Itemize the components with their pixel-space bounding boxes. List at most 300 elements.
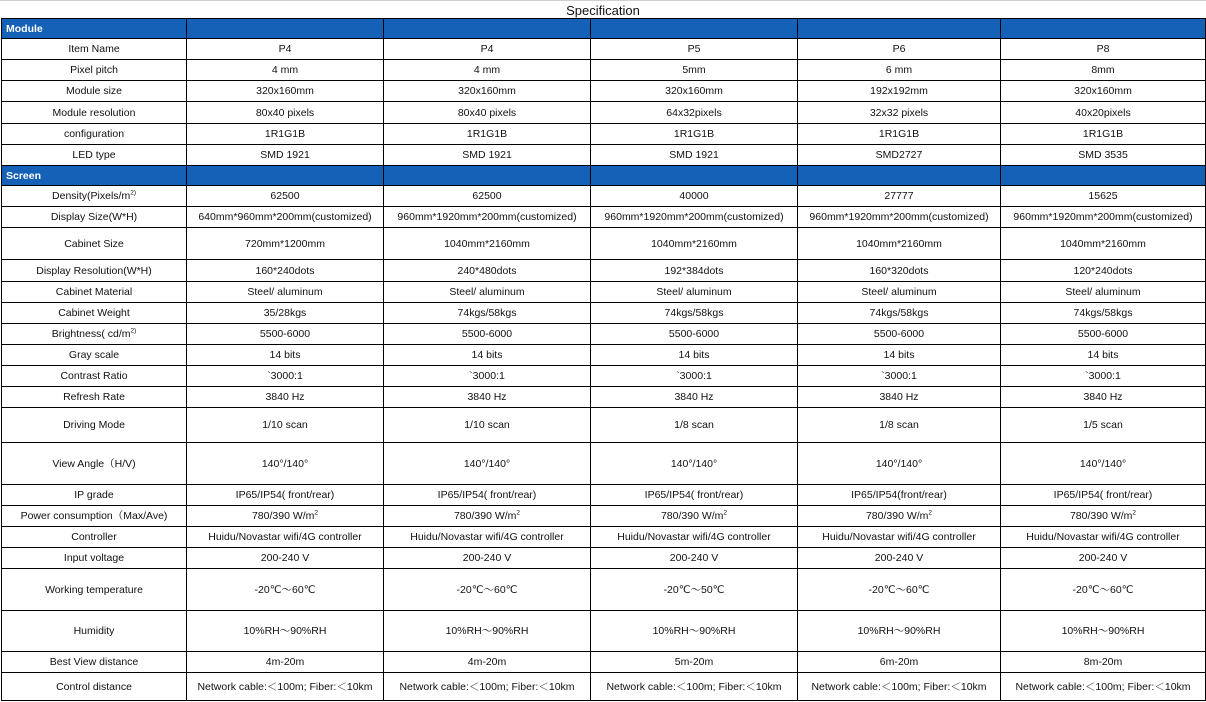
value-cell (384, 408, 591, 443)
value-cell (591, 408, 798, 443)
value-cell (1001, 207, 1206, 228)
value-text: 780/390 W/m (660, 510, 724, 522)
screen-row (2, 228, 1206, 260)
value-cell (384, 124, 591, 145)
value-text: 14 bits (1087, 349, 1119, 361)
row-label (2, 39, 187, 60)
value-text: 320x160mm (665, 85, 723, 97)
value-cell (591, 527, 798, 548)
value-cell (384, 186, 591, 207)
value-text: 4 mm (473, 64, 501, 76)
value-cell (591, 186, 798, 207)
value-text: 320x160mm (256, 85, 314, 97)
value-cell (591, 145, 798, 166)
value-text: P8 (1096, 43, 1110, 55)
value-text: -20℃～50℃ (663, 583, 725, 596)
value-cell (591, 548, 798, 569)
value-cell (798, 345, 1001, 366)
value-text: 192x192mm (870, 85, 928, 97)
section-header-module-label: Module (2, 19, 187, 39)
row-label-text: Controller (71, 531, 117, 543)
value-cell (591, 60, 798, 81)
value-text: 6m-20m (879, 656, 919, 668)
value-cell (591, 324, 798, 345)
value-text: SMD2727 (875, 149, 923, 161)
value-text: 1040mm*2160mm (651, 237, 737, 250)
value-cell (1001, 260, 1206, 282)
value-text: 8m-20m (1083, 656, 1123, 668)
row-label (2, 527, 187, 548)
value-text: 35/28kgs (263, 307, 307, 319)
screen-row (2, 387, 1206, 408)
value-cell (384, 569, 591, 611)
value-text: IP65/IP54( front/rear) (437, 489, 537, 501)
row-label (2, 124, 187, 145)
value-cell (798, 548, 1001, 569)
row-label (2, 81, 187, 102)
value-text: SMD 3535 (1078, 149, 1128, 161)
value-text: 6 mm (885, 64, 913, 76)
value-cell (798, 673, 1001, 701)
value-cell (187, 366, 384, 387)
value-text: 14 bits (471, 349, 503, 361)
value-cell (187, 81, 384, 102)
value-cell (384, 81, 591, 102)
value-cell (384, 611, 591, 652)
row-label (2, 207, 187, 228)
row-label-text: Cabinet Size (64, 237, 124, 250)
value-cell (384, 673, 591, 701)
row-label-text: Best View distance (49, 656, 139, 668)
value-cell (187, 282, 384, 303)
value-cell (1001, 569, 1206, 611)
value-cell (798, 39, 1001, 60)
screen-row (2, 345, 1206, 366)
screen-row (2, 186, 1206, 207)
row-label (2, 366, 187, 387)
value-cell (591, 303, 798, 324)
value-cell (1001, 324, 1206, 345)
value-cell (1001, 345, 1206, 366)
value-text: 3840 Hz (467, 391, 507, 403)
value-text: 1/8 scan (879, 419, 919, 431)
row-label-superscript: 2) (130, 327, 137, 335)
value-text: 32x32 pixels (869, 106, 929, 119)
value-text: 160*240dots (255, 264, 315, 277)
value-text: 1040mm*2160mm (444, 237, 530, 250)
row-label (2, 652, 187, 673)
sheet-title: Specification (0, 0, 1206, 18)
value-text: 200-240 V (462, 552, 512, 564)
row-label (2, 260, 187, 282)
value-cell (591, 443, 798, 485)
value-cell (591, 124, 798, 145)
value-text: 5500-6000 (668, 328, 720, 340)
value-text: 1/10 scan (464, 419, 510, 431)
value-cell (1001, 485, 1206, 506)
section-header-screen-fill (187, 166, 384, 186)
section-header-screen-fill (1001, 166, 1206, 186)
value-cell (384, 303, 591, 324)
value-cell (1001, 145, 1206, 166)
value-text: 4 mm (271, 64, 299, 76)
value-text: 27777 (884, 190, 914, 202)
value-text: 140°/140° (261, 457, 309, 470)
value-text: 140°/140° (1079, 457, 1127, 470)
value-text: Steel/ aluminum (656, 286, 732, 298)
screen-row (2, 443, 1206, 485)
value-cell (1001, 303, 1206, 324)
value-cell (187, 102, 384, 124)
value-cell (384, 260, 591, 282)
value-text: Huidu/Novastar wifi/4G controller (617, 531, 771, 543)
value-cell (1001, 228, 1206, 260)
value-text: 14 bits (678, 349, 710, 361)
value-cell (591, 673, 798, 701)
value-text: 5500-6000 (259, 328, 311, 340)
value-text: Network cable:＜100m; Fiber:＜10km (1015, 680, 1191, 693)
row-label (2, 345, 187, 366)
section-header-module-fill (187, 19, 384, 39)
value-cell (591, 387, 798, 408)
value-text: 62500 (472, 190, 502, 202)
row-label (2, 282, 187, 303)
row-label-text: IP grade (74, 489, 114, 501)
value-text: 5m-20m (674, 656, 714, 668)
value-cell (798, 260, 1001, 282)
row-label-text: configuration (63, 128, 125, 140)
value-cell (591, 506, 798, 527)
row-label-superscript: 2) (130, 189, 136, 197)
value-cell (798, 186, 1001, 207)
value-cell (798, 303, 1001, 324)
value-text: 3840 Hz (674, 391, 714, 403)
value-text: 40x20pixels (1075, 106, 1131, 119)
value-text: 960mm*1920mm*200mm(customized) (604, 211, 784, 223)
value-text: 320x160mm (458, 85, 516, 97)
value-text: -20℃～60℃ (1072, 583, 1134, 596)
screen-row (2, 506, 1206, 527)
value-cell (1001, 387, 1206, 408)
value-cell (1001, 527, 1206, 548)
value-text: 120*240dots (1073, 264, 1133, 277)
value-text: 62500 (270, 190, 300, 202)
value-cell (187, 39, 384, 60)
value-text: SMD 1921 (669, 149, 719, 161)
row-label-text: Control distance (56, 680, 132, 693)
row-label (2, 443, 187, 485)
value-cell (1001, 408, 1206, 443)
value-text: -20℃～60℃ (456, 583, 518, 596)
value-text: IP65/IP54(front/rear) (851, 489, 947, 501)
value-cell (384, 485, 591, 506)
value-text: 1R1G1B (466, 128, 508, 140)
value-text: Steel/ aluminum (1065, 286, 1141, 298)
value-cell (798, 569, 1001, 611)
screen-row (2, 408, 1206, 443)
value-text: 1R1G1B (1082, 128, 1124, 140)
value-text: 780/390 W/m (865, 510, 929, 522)
value-cell (384, 366, 591, 387)
row-label-text: Input voltage (63, 552, 125, 564)
value-cell (187, 387, 384, 408)
value-text: 1040mm*2160mm (1060, 237, 1146, 250)
screen-row (2, 207, 1206, 228)
value-cell (187, 145, 384, 166)
value-cell (591, 611, 798, 652)
value-cell (1001, 443, 1206, 485)
value-cell (798, 228, 1001, 260)
value-cell (798, 282, 1001, 303)
value-text: Steel/ aluminum (247, 286, 323, 298)
value-cell (187, 611, 384, 652)
row-label-text: Humidity (73, 625, 115, 637)
value-text: Network cable:＜100m; Fiber:＜10km (399, 680, 575, 693)
value-cell (798, 81, 1001, 102)
value-text: 40000 (679, 190, 709, 202)
value-text: 10%RH～90%RH (652, 625, 736, 637)
value-cell (384, 652, 591, 673)
value-text: 5500-6000 (461, 328, 513, 340)
value-cell (798, 124, 1001, 145)
value-text: 74kgs/58kgs (457, 307, 517, 319)
value-cell (1001, 102, 1206, 124)
value-cell (384, 282, 591, 303)
value-text: `3000:1 (1085, 370, 1121, 382)
value-text: 14 bits (883, 349, 915, 361)
row-label-text: Gray scale (68, 349, 120, 361)
value-cell (591, 102, 798, 124)
value-text: 960mm*1920mm*200mm(customized) (809, 211, 989, 223)
screen-row (2, 673, 1206, 701)
row-label (2, 548, 187, 569)
row-label-text: Cabinet Weight (58, 307, 130, 319)
value-cell (798, 443, 1001, 485)
module-row (2, 81, 1206, 102)
value-superscript: 2 (516, 509, 521, 517)
value-text: 140°/140° (875, 457, 923, 470)
value-text: Huidu/Novastar wifi/4G controller (822, 531, 976, 543)
value-text: 140°/140° (670, 457, 718, 470)
value-superscript: 2 (928, 509, 933, 517)
value-cell (187, 260, 384, 282)
value-cell (384, 548, 591, 569)
section-header-screen-fill (591, 166, 798, 186)
value-text: 5500-6000 (1077, 328, 1129, 340)
value-superscript: 2 (723, 509, 728, 517)
value-cell (187, 527, 384, 548)
value-cell (187, 303, 384, 324)
row-label-text: Density(Pixels/m (52, 190, 131, 202)
value-text: 15625 (1088, 190, 1118, 202)
value-text: Network cable:＜100m; Fiber:＜10km (606, 680, 782, 693)
value-text: 4m-20m (265, 656, 305, 668)
value-text: 64x32pixels (666, 106, 722, 119)
row-label-text: Display Size(W*H) (50, 211, 138, 223)
value-text: 74kgs/58kgs (664, 307, 724, 319)
row-label-text: LED type (72, 149, 116, 161)
row-label (2, 303, 187, 324)
value-text: 74kgs/58kgs (1073, 307, 1133, 319)
row-label-text: Working temperature (45, 583, 143, 596)
value-text: Network cable:＜100m; Fiber:＜10km (197, 680, 373, 693)
value-text: P5 (687, 43, 701, 55)
value-superscript: 2 (314, 509, 319, 517)
row-label (2, 387, 187, 408)
row-label-text: Refresh Rate (63, 391, 125, 403)
value-text: 10%RH～90%RH (243, 625, 327, 637)
section-header-module-fill (1001, 19, 1206, 39)
value-text: `3000:1 (267, 370, 303, 382)
value-cell (187, 345, 384, 366)
value-cell (798, 102, 1001, 124)
row-label (2, 228, 187, 260)
value-cell (384, 345, 591, 366)
value-cell (187, 506, 384, 527)
row-label (2, 324, 187, 345)
screen-row (2, 282, 1206, 303)
row-label-text: Brightness( cd/m (51, 328, 131, 340)
value-text: 1040mm*2160mm (856, 237, 942, 250)
row-label (2, 145, 187, 166)
value-cell (591, 207, 798, 228)
row-label (2, 186, 187, 207)
value-cell (384, 387, 591, 408)
value-text: 320x160mm (1074, 85, 1132, 97)
value-cell (798, 366, 1001, 387)
module-row (2, 124, 1206, 145)
value-cell (591, 260, 798, 282)
value-cell (591, 228, 798, 260)
value-cell (187, 408, 384, 443)
value-cell (187, 207, 384, 228)
screen-row (2, 652, 1206, 673)
module-row (2, 102, 1206, 124)
value-cell (187, 124, 384, 145)
value-text: 10%RH～90%RH (1061, 625, 1145, 637)
value-cell (384, 60, 591, 81)
value-cell (1001, 39, 1206, 60)
value-text: 10%RH～90%RH (445, 625, 529, 637)
spec-table (1, 18, 1206, 701)
value-text: 200-240 V (874, 552, 924, 564)
row-label-text: View Angle（H/V) (52, 457, 136, 470)
value-text: 80x40 pixels (255, 106, 315, 119)
screen-row (2, 611, 1206, 652)
screen-row (2, 569, 1206, 611)
row-label (2, 102, 187, 124)
row-label (2, 569, 187, 611)
value-text: Steel/ aluminum (861, 286, 937, 298)
value-cell (591, 366, 798, 387)
row-label (2, 673, 187, 701)
value-text: 200-240 V (669, 552, 719, 564)
value-cell (591, 652, 798, 673)
value-text: 14 bits (269, 349, 301, 361)
value-text: 4m-20m (467, 656, 507, 668)
row-label (2, 485, 187, 506)
value-cell (384, 145, 591, 166)
section-header-screen (2, 166, 1206, 186)
screen-row (2, 485, 1206, 506)
value-text: 5500-6000 (873, 328, 925, 340)
value-text: 780/390 W/m (453, 510, 517, 522)
value-text: -20℃～60℃ (254, 583, 316, 596)
value-text: 10%RH～90%RH (857, 625, 941, 637)
value-text: Network cable:＜100m; Fiber:＜10km (811, 680, 987, 693)
value-superscript: 2 (1132, 509, 1137, 517)
value-text: 160*320dots (869, 264, 929, 277)
value-text: 640mm*960mm*200mm(customized) (198, 211, 372, 223)
value-cell (798, 611, 1001, 652)
screen-row (2, 303, 1206, 324)
value-cell (187, 673, 384, 701)
value-text: 240*480dots (457, 264, 517, 277)
value-cell (1001, 60, 1206, 81)
screen-row (2, 260, 1206, 282)
value-text: 1/8 scan (674, 419, 714, 431)
value-cell (1001, 124, 1206, 145)
value-cell (384, 102, 591, 124)
value-text: 780/390 W/m (1069, 510, 1133, 522)
value-text: 5mm (682, 64, 706, 76)
section-header-screen-fill (384, 166, 591, 186)
value-cell (798, 408, 1001, 443)
section-header-module-fill (591, 19, 798, 39)
module-row (2, 39, 1206, 60)
screen-row (2, 324, 1206, 345)
value-cell (1001, 506, 1206, 527)
value-cell (384, 39, 591, 60)
value-cell (591, 485, 798, 506)
value-text: 200-240 V (260, 552, 310, 564)
value-cell (1001, 673, 1206, 701)
value-text: Huidu/Novastar wifi/4G controller (208, 531, 362, 543)
value-cell (798, 324, 1001, 345)
row-label (2, 506, 187, 527)
value-text: 1/10 scan (262, 419, 308, 431)
value-text: `3000:1 (881, 370, 917, 382)
row-label-text: Power consumption（Max/Ave) (20, 510, 168, 522)
value-text: `3000:1 (676, 370, 712, 382)
value-cell (798, 207, 1001, 228)
value-text: SMD 1921 (462, 149, 512, 161)
value-text: 192*384dots (664, 264, 724, 277)
value-cell (798, 652, 1001, 673)
value-cell (1001, 282, 1206, 303)
value-cell (187, 324, 384, 345)
value-cell (187, 228, 384, 260)
value-cell (187, 548, 384, 569)
value-cell (591, 345, 798, 366)
value-text: Huidu/Novastar wifi/4G controller (410, 531, 564, 543)
value-text: 80x40 pixels (457, 106, 517, 119)
value-cell (187, 569, 384, 611)
screen-row (2, 527, 1206, 548)
value-text: 1R1G1B (673, 128, 715, 140)
section-header-module (2, 19, 1206, 39)
value-text: P6 (892, 43, 906, 55)
value-cell (798, 485, 1001, 506)
screen-row (2, 366, 1206, 387)
value-cell (798, 506, 1001, 527)
section-header-module-fill (798, 19, 1001, 39)
value-text: 3840 Hz (879, 391, 919, 403)
value-cell (187, 443, 384, 485)
row-label-text: Module size (65, 85, 123, 97)
value-text: 960mm*1920mm*200mm(customized) (397, 211, 577, 223)
value-cell (591, 81, 798, 102)
